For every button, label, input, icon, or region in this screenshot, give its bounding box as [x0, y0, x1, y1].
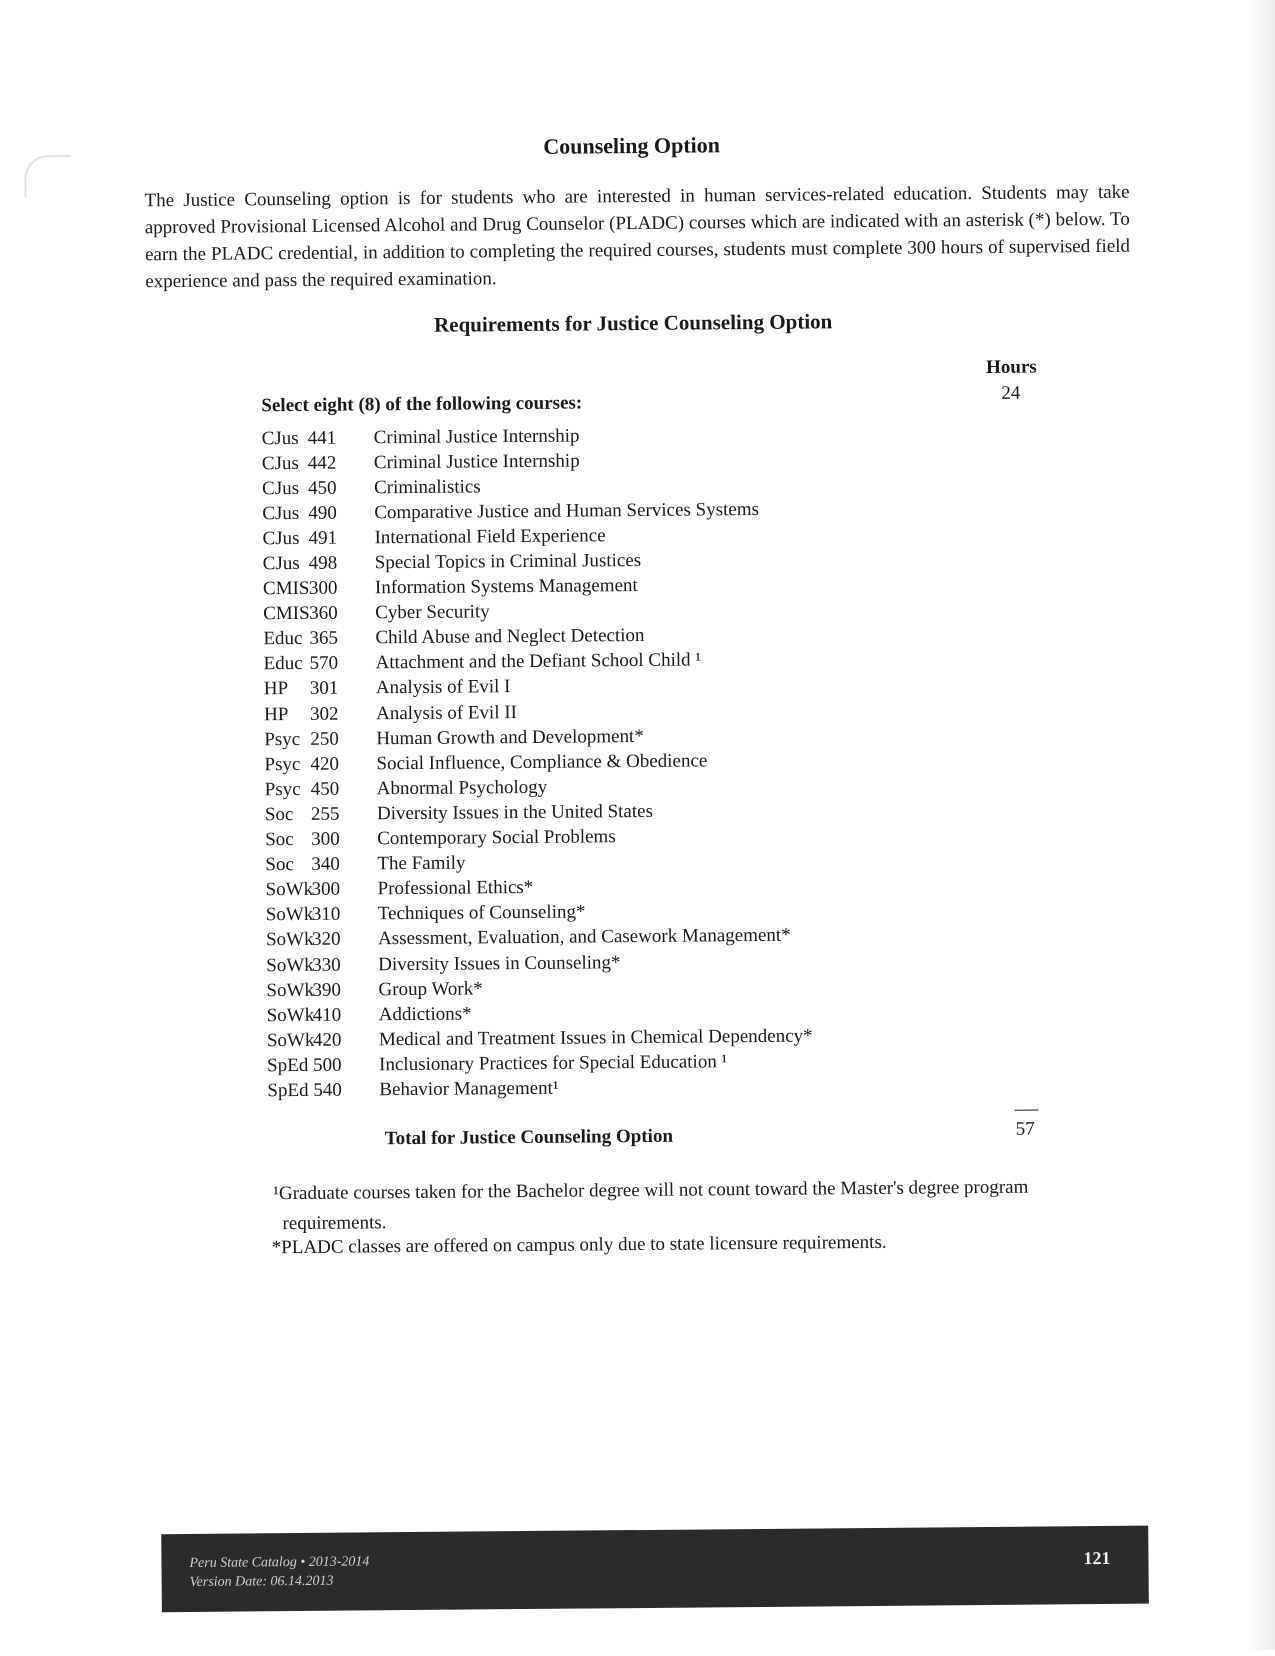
course-title: Diversity Issues in the United States	[376, 800, 654, 825]
total-label: Total for Justice Counseling Option	[384, 1125, 674, 1150]
course-dept: CMIS	[263, 603, 310, 625]
course-title: Comparative Justice and Human Services Systems	[374, 498, 760, 524]
select-hours-value: 24	[1001, 382, 1021, 404]
hours-column-header: Hours	[985, 356, 1037, 378]
page-number: 121	[1083, 1547, 1111, 1569]
course-title: Criminal Justice Internship	[373, 425, 580, 448]
footnote-1-continuation: requirements.	[282, 1212, 387, 1235]
course-dept: Soc	[265, 854, 294, 876]
course-dept: SoWk	[265, 879, 314, 901]
course-title: Group Work*	[378, 977, 483, 1000]
course-number: 300	[308, 577, 338, 599]
course-dept: SoWk	[266, 1029, 315, 1052]
course-list	[262, 422, 814, 1104]
course-dept: Psyc	[264, 753, 301, 776]
course-dept: HP	[263, 678, 289, 700]
course-title: Professional Ethics*	[377, 877, 534, 900]
course-number: 490	[308, 502, 337, 524]
course-dept: Soc	[264, 803, 294, 826]
course-number: 450	[310, 778, 340, 800]
course-title: Attachment and the Defiant School Child ¹	[375, 649, 702, 674]
course-title: Behavior Management¹	[379, 1077, 559, 1101]
course-title: Diversity Issues in Counseling*	[378, 951, 621, 975]
total-rule	[1015, 1110, 1039, 1111]
course-dept: CJus	[262, 527, 300, 550]
course-title: International Field Experience	[374, 525, 606, 549]
course-title: Cyber Security	[375, 601, 490, 624]
section-title: Counseling Option	[543, 132, 721, 159]
course-number: 255	[310, 803, 340, 825]
footnote-pladc: *PLADC classes are offered on campus only due to state licensure requirements.	[271, 1231, 887, 1259]
course-title: Information Systems Management	[374, 575, 638, 599]
course-number: 365	[309, 627, 338, 650]
course-dept: SoWk	[266, 954, 314, 976]
course-row	[267, 1074, 813, 1104]
course-title: Addictions*	[378, 1003, 472, 1025]
course-title: Analysis of Evil I	[375, 676, 511, 699]
course-dept: SpEd	[267, 1079, 309, 1102]
page-footer	[161, 1526, 1149, 1613]
course-number: 420	[312, 1029, 342, 1051]
footer-version-date: Version Date: 06.14.2013	[189, 1573, 334, 1590]
footer-catalog-title: Peru State Catalog • 2013-2014	[189, 1554, 370, 1571]
total-hours: 57	[1015, 1118, 1035, 1140]
course-title: Special Topics in Criminal Justices	[374, 549, 642, 574]
course-number: 441	[307, 427, 337, 449]
course-dept: HP	[263, 703, 289, 725]
course-dept: CJus	[261, 427, 299, 449]
intro-paragraph: The Justice Counseling option is for students who are interested in human services-related education. Students may take approved Provisional Licensed Alcohol and Drug Counselor (PLADC) courses which are indicated with an asterisk (*) below. To earn the PLADC credential, in addition to completing the required courses, students must complete 300 hours of supervised field experience and pass the required examination.	[144, 181, 1131, 293]
course-dept: Psyc	[264, 728, 301, 750]
course-number: 300	[311, 878, 341, 901]
course-dept: Soc	[265, 829, 294, 851]
course-number: 250	[310, 728, 339, 750]
course-title: Criminal Justice Internship	[373, 450, 580, 473]
course-number: 498	[308, 552, 338, 574]
course-number: 301	[309, 678, 339, 700]
course-dept: CJus	[262, 552, 300, 575]
course-number: 300	[311, 828, 340, 850]
course-title: Abnormal Psychology	[376, 776, 548, 800]
course-number: 450	[307, 477, 337, 499]
course-number: 570	[309, 653, 339, 675]
course-title: Social Influence, Compliance & Obedience	[376, 750, 708, 775]
course-title: Child Abuse and Neglect Detection	[375, 625, 645, 649]
course-dept: SpEd	[267, 1054, 309, 1077]
course-title: Assessment, Evaluation, and Casework Management*	[377, 925, 791, 950]
course-title: Criminalistics	[373, 476, 481, 499]
course-dept: CJus	[261, 452, 299, 474]
course-number: 420	[310, 753, 340, 775]
course-number: 410	[312, 1004, 342, 1026]
course-dept: CJus	[262, 502, 300, 525]
course-dept: CMIS	[262, 577, 310, 600]
course-number: 330	[312, 954, 341, 976]
course-dept: CJus	[262, 477, 300, 500]
course-dept: Psyc	[264, 778, 301, 801]
select-instruction: Select eight (8) of the following courses:	[261, 392, 583, 417]
footer-catalog-info	[189, 1552, 369, 1592]
course-dept: Educ	[263, 653, 303, 675]
course-number: 340	[311, 853, 340, 876]
course-dept: SoWk	[265, 929, 314, 951]
course-title: Techniques of Counseling*	[377, 901, 586, 925]
course-dept: Educ	[263, 628, 303, 650]
course-number: 360	[309, 602, 338, 625]
course-number: 442	[307, 452, 337, 474]
course-title: Inclusionary Practices for Special Education ¹	[379, 1051, 728, 1076]
course-number: 390	[312, 979, 342, 1001]
course-number: 302	[309, 703, 339, 725]
course-title: The Family	[377, 852, 466, 875]
course-title: Contemporary Social Problems	[377, 826, 616, 850]
course-title: Analysis of Evil II	[375, 701, 518, 724]
course-number: 500	[313, 1054, 342, 1076]
footnote-graduate-courses	[273, 1172, 1093, 1239]
scan-edge-shadow	[1247, 0, 1275, 1650]
course-title: Medical and Treatment Issues in Chemical Dependency*	[378, 1025, 813, 1051]
requirements-heading: Requirements for Justice Counseling Option	[433, 309, 833, 337]
course-number: 540	[313, 1079, 342, 1101]
course-title: Human Growth and Development*	[376, 725, 644, 749]
footnote-1-main: ¹Graduate courses taken for the Bachelor degree will not count toward the Master's degree program	[273, 1176, 1029, 1205]
course-dept: SoWk	[265, 904, 314, 926]
course-number: 491	[308, 527, 338, 549]
course-dept: SoWk	[266, 1004, 315, 1026]
course-number: 320	[311, 929, 341, 951]
course-number: 310	[311, 903, 341, 926]
course-dept: SoWk	[266, 979, 315, 1001]
